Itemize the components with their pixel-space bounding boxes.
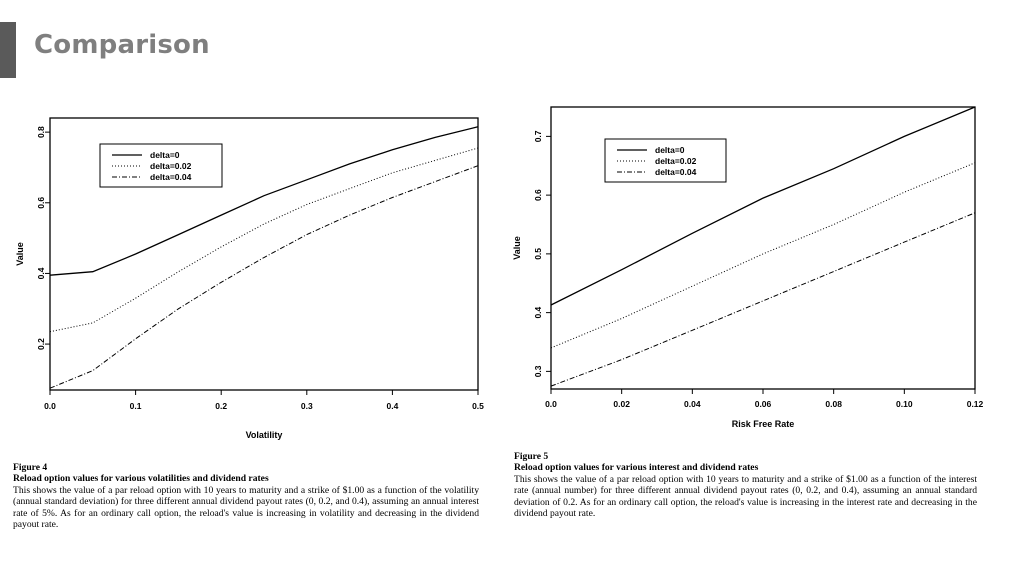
chart1-y-tick-label: 0.4 xyxy=(36,267,46,280)
chart2-y-tick-label: 0.3 xyxy=(533,365,543,378)
chart1-x-axis-title: Volatility xyxy=(245,430,283,440)
chart2-legend-label: delta=0.02 xyxy=(655,156,697,166)
figure-4-number: Figure 4 xyxy=(13,462,48,473)
chart2-x-axis-title: Risk Free Rate xyxy=(731,419,795,429)
chart2-legend-label: delta=0.04 xyxy=(655,167,697,177)
figure-5-number: Figure 5 xyxy=(514,451,549,462)
chart1-y-tick-label: 0.6 xyxy=(36,196,46,209)
chart2-x-tick-label: 0.0 xyxy=(545,399,557,409)
chart1-y-tick-label: 0.8 xyxy=(36,126,46,139)
figure-4-caption xyxy=(13,462,479,530)
chart1-x-tick-label: 0.5 xyxy=(472,401,484,411)
chart1-x-tick-label: 0.4 xyxy=(386,401,399,411)
chart2-series-line-solid xyxy=(551,107,975,305)
chart1-legend-label: delta=0.02 xyxy=(150,161,192,171)
chart1-x-tick-label: 0.2 xyxy=(215,401,228,411)
chart2-legend-label: delta=0 xyxy=(655,145,685,155)
figure-5-caption xyxy=(514,451,977,519)
chart2-y-tick-label: 0.7 xyxy=(533,130,543,143)
chart1-x-tick-label: 0.0 xyxy=(44,401,56,411)
chart1-legend-label: delta=0 xyxy=(150,150,180,160)
chart2-y-tick-label: 0.4 xyxy=(533,306,543,319)
figure-5-title: Reload option values for various interest and dividend rates xyxy=(514,462,759,474)
chart2-x-tick-label: 0.10 xyxy=(896,399,913,409)
chart1-legend-label: delta=0.04 xyxy=(150,172,192,182)
chart2-y-tick-label: 0.5 xyxy=(533,247,543,260)
chart2-x-tick-label: 0.08 xyxy=(825,399,842,409)
chart2-x-tick-label: 0.02 xyxy=(613,399,630,409)
chart1-x-tick-label: 0.1 xyxy=(129,401,142,411)
chart2-series-line-dashdot xyxy=(551,213,975,386)
chart2-x-tick-label: 0.12 xyxy=(966,399,984,409)
chart1-x-tick-label: 0.3 xyxy=(300,401,313,411)
chart1-y-tick-label: 0.2 xyxy=(36,338,46,350)
figure-4-text: This shows the value of a par reload option with 10 years to maturity and a strike of $1.00 as a function of the volatility (annual standard deviation) for three different annual dividend payout rates (0, 0.2, and 0.4), assuming an annual interest rate of 5%. As for an ordinary call option, the reload's value is increasing in volatility and decreasing in the dividend payout rate. xyxy=(13,484,479,531)
figure-5-text: This shows the value of a par reload option with 10 years to maturity and a strike of $1.00 as a function of the interest rate (annual number) for three different annual dividend payout rates (0, 0.2, and 0.4), assuming an annual standard deviation of 0.2. As for an ordinary call option, the reload's value is increasing in the interest rate and decreasing in the dividend payout rate. xyxy=(514,473,977,520)
chart2-series-line-dotted xyxy=(551,163,975,348)
chart1-y-axis-title: Value xyxy=(15,242,25,266)
chart2-y-tick-label: 0.6 xyxy=(533,189,543,202)
chart2-x-tick-label: 0.06 xyxy=(754,399,772,409)
chart2-x-tick-label: 0.04 xyxy=(684,399,701,409)
chart2-y-axis-title: Value xyxy=(512,236,522,260)
figure-4-title: Reload option values for various volatilities and dividend rates xyxy=(13,473,269,485)
slide-title: Comparison xyxy=(34,30,210,60)
